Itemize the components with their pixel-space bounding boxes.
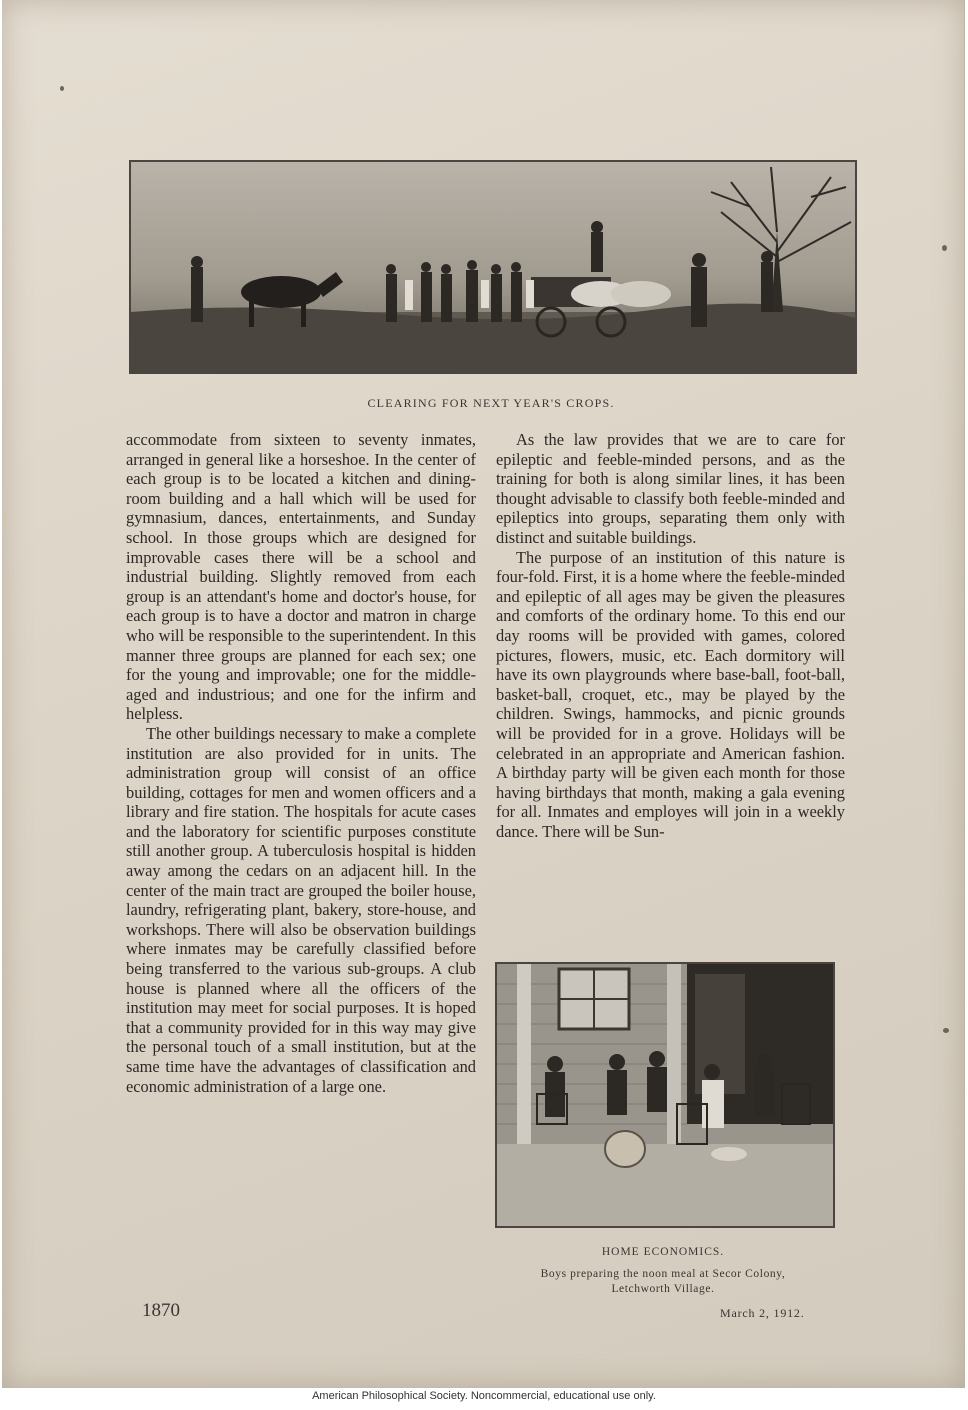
right-text-column xyxy=(496,430,845,841)
right-paragraph-1: As the law provides that we are to care for epileptic and feeble-minded persons, and as the training for both is along similar lines, it has been thought advisable to classify both feeble-minded and epileptics into groups, separating them only with distinct and suitable buildings. xyxy=(496,430,845,547)
bottom-caption-line-1: Boys preparing the noon meal at Secor Colony, xyxy=(540,1268,786,1280)
right-paragraph-2: The purpose of an institution of this nature is four-fold. First, it is a home where the feeble-minded and epileptic of all ages may be given the pleasures and comforts of the ordinary home. To this end our day rooms will be provided with games, colored pictures, flowers, music, etc. Each dormitory will have its own playgrounds where base-ball, foot-ball, basket-ball, croquet, etc., may be played by the children. Swings, hammocks, and picnic grounds will be provided for in a grove. Holidays will be celebrated in an appropriate and American fashion. A birthday party will be given each month for those having birthdays that month, making a gala evening for all. Inmates and employes will join in a weekly dance. There will be Sun- xyxy=(496,547,845,841)
left-paragraph-1: accommodate from sixteen to seventy inmates, arranged in general like a horseshoe. In the center of each group is to be located a kitchen and dining-room building and a hall which will be used for gymnasium, dances, entertainments, and Sunday school. In those groups which are designed for improvable cases there will be a school and industrial building. Slightly removed from each group is an attendant's home and doctor's house, for each group is to have a doctor and matron in charge who will be responsible to the superintendent. In this manner three groups are planned for each sex; one for the young and improvable; one for the middle-aged and industrious; and one for the infirm and helpless. xyxy=(126,430,476,724)
page-number: 1870 xyxy=(142,1300,180,1321)
photo-home-economics xyxy=(495,962,835,1228)
left-text-column xyxy=(126,430,476,1096)
bottom-caption-line-2: Letchworth Village. xyxy=(611,1283,715,1295)
issue-date: March 2, 1912. xyxy=(720,1306,805,1320)
porch-scene-illustration xyxy=(497,964,833,1226)
top-photo-caption: CLEARING FOR NEXT YEAR'S CROPS. xyxy=(367,396,615,410)
bottom-photo-caption xyxy=(482,1267,844,1297)
farm-scene-illustration xyxy=(131,162,855,372)
paper-blemish xyxy=(60,86,64,91)
magazine-page xyxy=(2,0,965,1388)
bottom-photo-title: HOME ECONOMICS. xyxy=(601,1246,725,1258)
paper-blemish xyxy=(943,1028,949,1033)
left-paragraph-2: The other buildings necessary to make a complete institution are also provided for in units. The administration group will consist of an office building, cottages for men and women officers and a library and fire station. The hospitals for acute cases and the laboratory for scientific purposes constitute still another group. A tuberculosis hospital is hidden away among the cedars on an adjacent hill. In the center of the main tract are grouped the boiler house, laundry, refrigerating plant, bakery, store-house, and workshops. There will also be observation buildings where inmates may be carefully classified before being transferred to the various sub-groups. A club house is planned where all the officers of the institution may meet for social purposes. It is hoped that a community provided for in this way may give the personal touch of a small institution, but at the same time have the advantages of classification and economic administration of a large one. xyxy=(126,723,476,1096)
paper-blemish xyxy=(942,245,947,251)
photo-clearing-crops xyxy=(129,160,857,374)
archive-credit: American Philosophical Society. Noncommercial, educational use only. xyxy=(312,1390,656,1402)
